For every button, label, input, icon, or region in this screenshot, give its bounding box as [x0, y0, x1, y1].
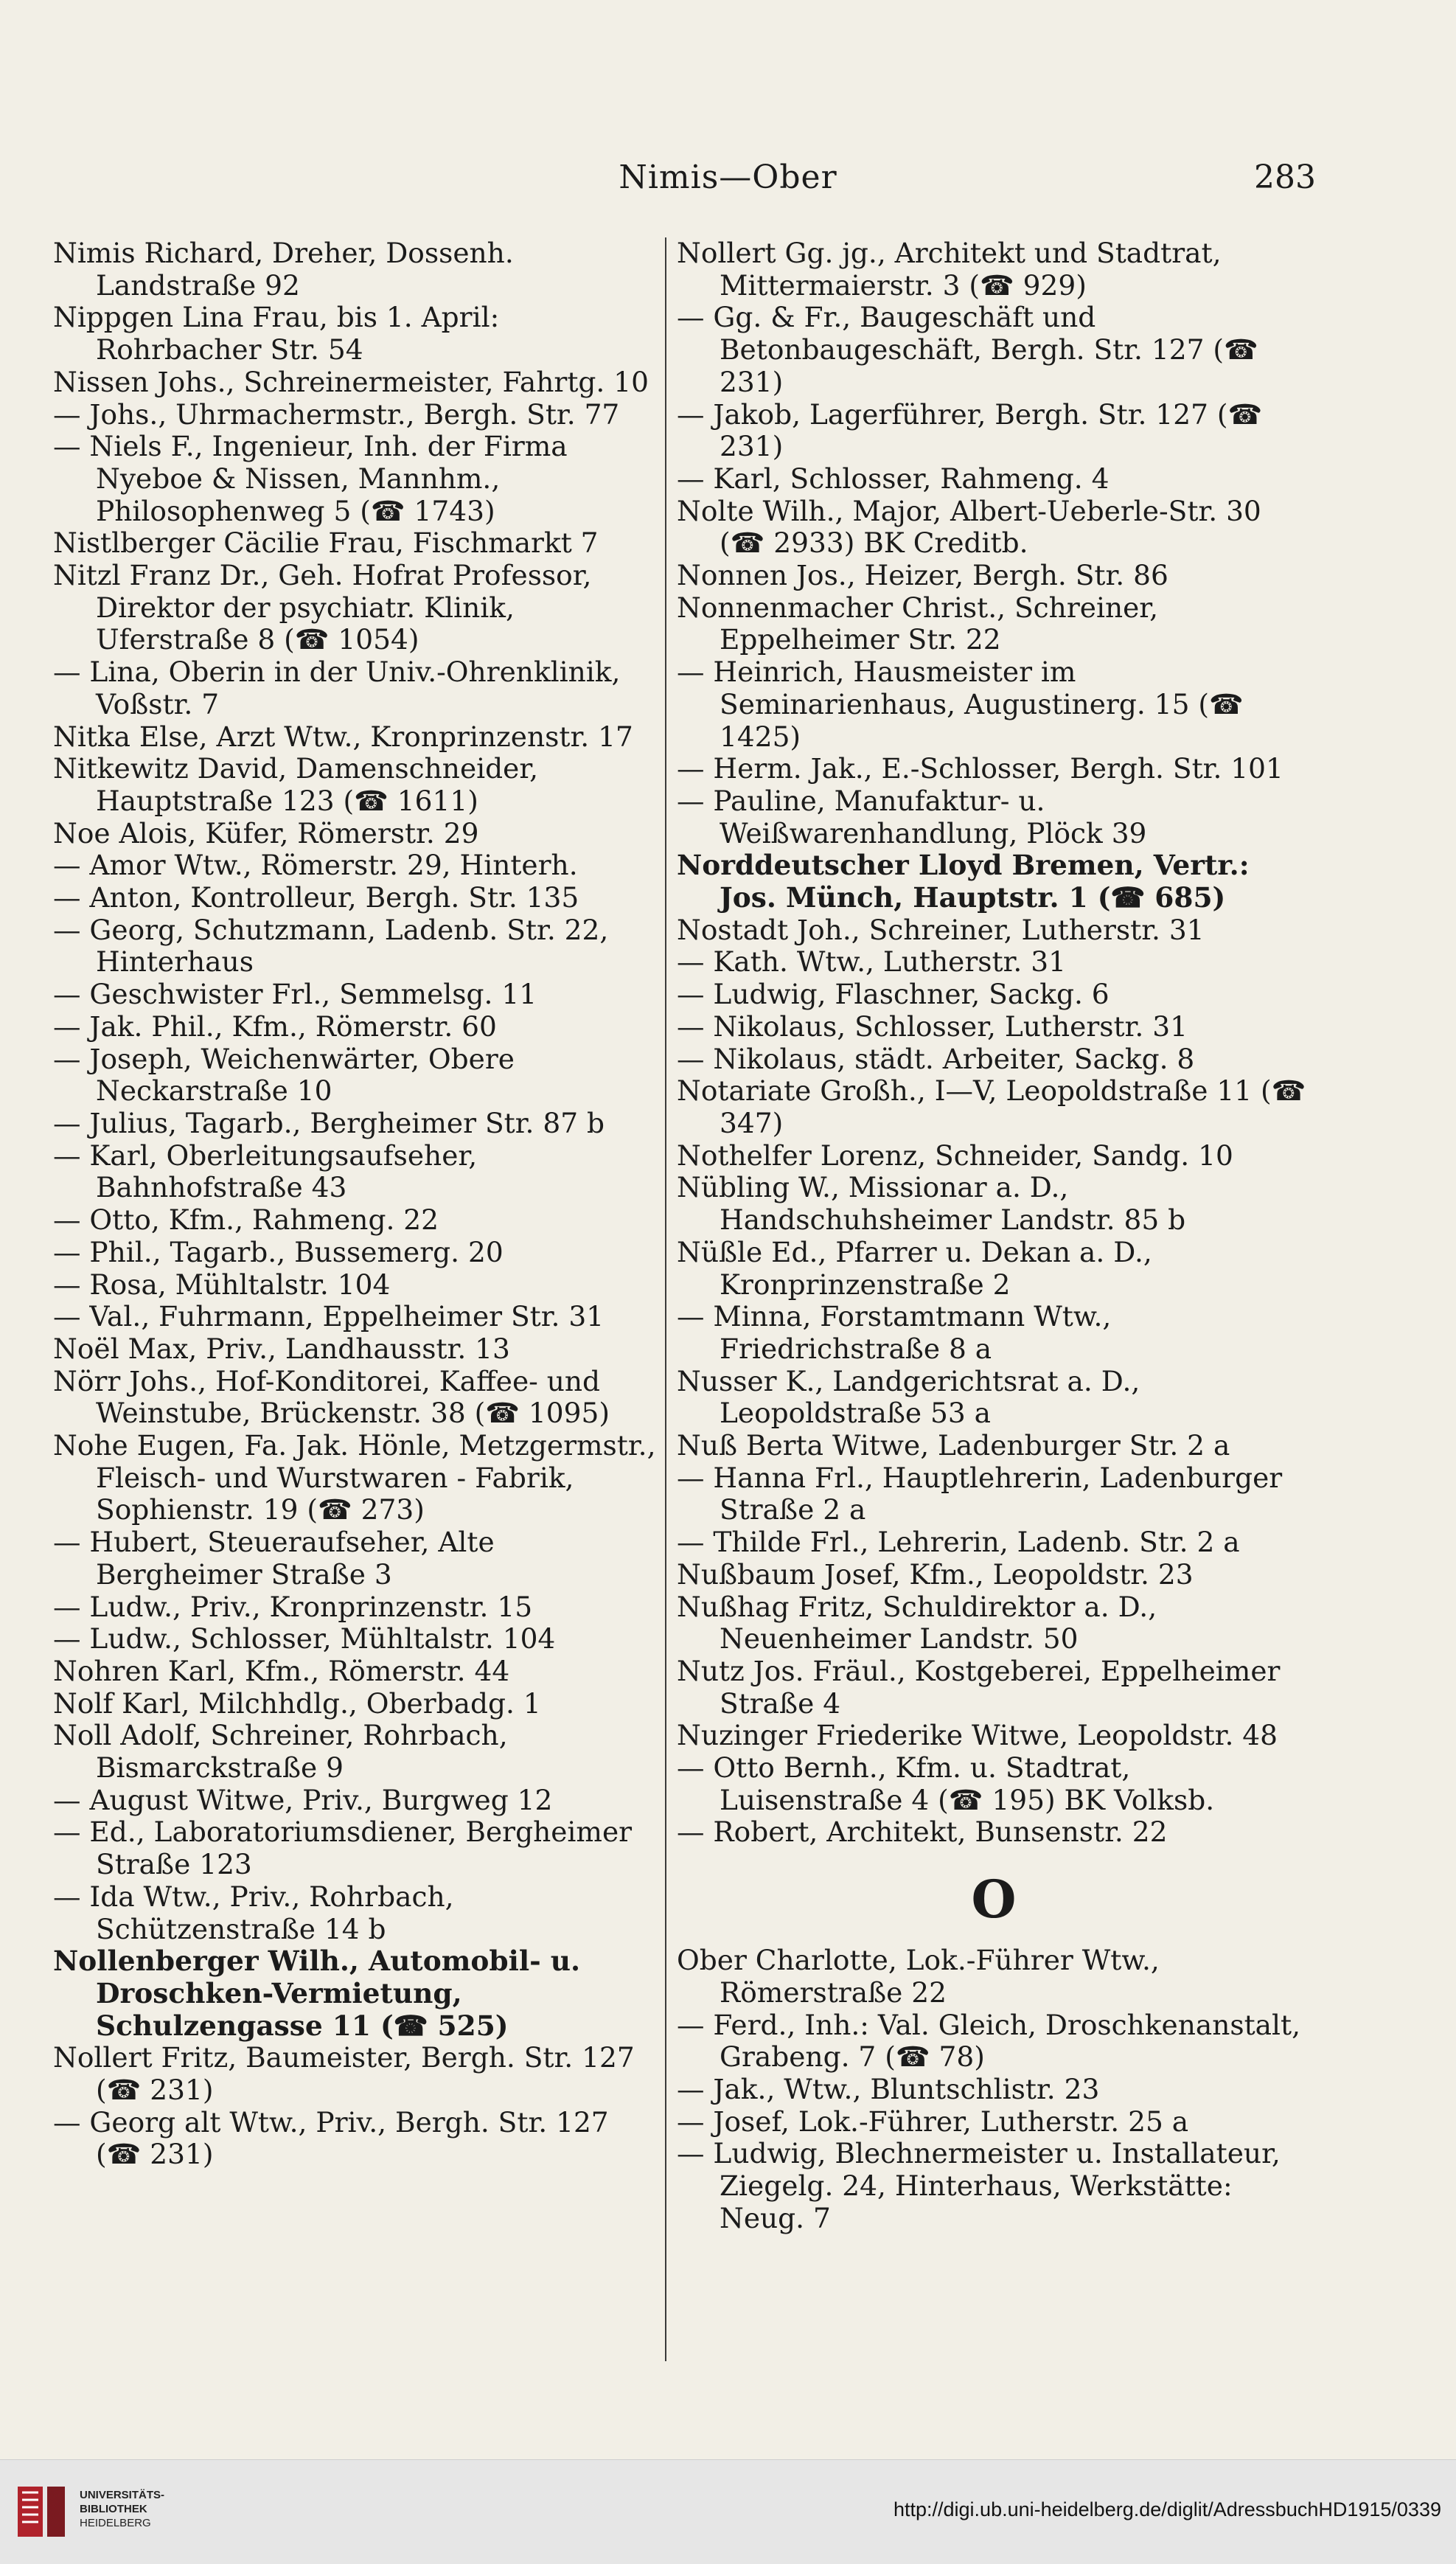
right-column-entries-o	[677, 1945, 1311, 2234]
source-url-link[interactable]: http://digi.ub.uni-heidelberg.de/diglit/AdressbuchHD1915/0339	[893, 2498, 1441, 2520]
directory-entry: — Nikolaus, städt. Arbeiter, Sackg. 8	[677, 1042, 1195, 1075]
directory-entry: Notariate Großh., I—V, Leopoldstraße 11 (☎ 347)	[677, 1074, 1306, 1139]
directory-entry: — Ludw., Schlosser, Mühltalstr. 104	[53, 1622, 556, 1656]
directory-entry: — Georg, Schutzmann, Ladenb. Str. 22, Hinterhaus	[53, 913, 609, 979]
page-number: 283	[1254, 159, 1316, 196]
directory-entry: — Ferd., Inh.: Val. Gleich, Droschkenanstalt, Grabeng. 7 (☎ 78)	[677, 2008, 1301, 2074]
directory-entry: Nüßle Ed., Pfarrer u. Dekan a. D., Kronprinzenstraße 2	[677, 1235, 1152, 1301]
directory-entry: — Georg alt Wtw., Priv., Bergh. Str. 127 (☎ 231)	[53, 2105, 609, 2171]
directory-entry: Noll Adolf, Schreiner, Rohrbach, Bismarckstraße 9	[53, 1719, 508, 1785]
directory-entry: Nonnenmacher Christ., Schreiner, Eppelheimer Str. 22	[677, 591, 1159, 656]
directory-entry: — Ludwig, Flaschner, Sackg. 6	[677, 978, 1110, 1011]
directory-entry: Nußhag Fritz, Schuldirektor a. D., Neuenheimer Landstr. 50	[677, 1590, 1157, 1656]
directory-entry: — Geschwister Frl., Semmelsg. 11	[53, 978, 537, 1011]
left-column	[53, 237, 658, 2171]
logo-line-2: BIBLIOTHEK	[80, 2503, 147, 2515]
directory-entry: Nohren Karl, Kfm., Römerstr. 44	[53, 1654, 510, 1687]
directory-entry: Noël Max, Priv., Landhausstr. 13	[53, 1332, 510, 1365]
directory-entry: — Ludw., Priv., Kronprinzenstr. 15	[53, 1590, 533, 1623]
directory-entry: Nohe Eugen, Fa. Jak. Hönle, Metzgermstr., Fleisch- und Wurstwaren - Fabrik, Sophienstr. 19 (☎ 273)	[53, 1429, 656, 1526]
right-column-entries	[677, 237, 1311, 1849]
directory-entry: Nimis Richard, Dreher, Dossenh. Landstraße 92	[53, 237, 514, 302]
directory-entry: — Kath. Wtw., Lutherstr. 31	[677, 945, 1066, 979]
directory-entry: — Ludwig, Blechnermeister u. Installateur, Ziegelg. 24, Hinterhaus, Werkstätte: Neug. 7	[677, 2137, 1281, 2234]
directory-entry: — Josef, Lok.-Führer, Lutherstr. 25 a	[677, 2105, 1189, 2138]
university-library-logo-icon[interactable]	[13, 2479, 69, 2544]
directory-entry: — Julius, Tagarb., Bergheimer Str. 87 b	[53, 1106, 605, 1139]
directory-entry: Nübling W., Missionar a. D., Handschuhsheimer Landstr. 85 b	[677, 1171, 1186, 1237]
directory-entry: Nolte Wilh., Major, Albert-Ueberle-Str. 30 (☎ 2933) BK Creditb.	[677, 494, 1261, 560]
directory-entry: — Rosa, Mühltalstr. 104	[53, 1268, 391, 1301]
logo-line-3: HEIDELBERG	[80, 2517, 151, 2529]
directory-entry: — Otto Bernh., Kfm. u. Stadtrat, Luisenstraße 4 (☎ 195) BK Volksb.	[677, 1751, 1215, 1816]
directory-entry: — Gg. & Fr., Baugeschäft und Betonbaugeschäft, Bergh. Str. 127 (☎ 231)	[677, 301, 1258, 398]
directory-entry: — Pauline, Manufaktur- u. Weißwarenhandlung, Plöck 39	[677, 784, 1147, 850]
column-divider	[665, 237, 666, 2361]
directory-entry: Nusser K., Landgerichtsrat a. D., Leopoldstraße 53 a	[677, 1364, 1140, 1430]
directory-entry: — Anton, Kontrolleur, Bergh. Str. 135	[53, 881, 579, 914]
directory-entry: — Jak. Phil., Kfm., Römerstr. 60	[53, 1010, 497, 1043]
directory-entry: Nollert Gg. jg., Architekt und Stadtrat, Mittermaierstr. 3 (☎ 929)	[677, 237, 1222, 302]
directory-entry: Nitzl Franz Dr., Geh. Hofrat Professor, Direktor der psychiatr. Klinik, Uferstraße 8 (☎ 1054)	[53, 559, 592, 656]
viewer-footer	[0, 2459, 1456, 2564]
directory-entry: Nitka Else, Arzt Wtw., Kronprinzenstr. 17	[53, 720, 633, 753]
directory-entry: Nitkewitz David, Damenschneider, Hauptstraße 123 (☎ 1611)	[53, 752, 539, 817]
directory-entry: — Nikolaus, Schlosser, Lutherstr. 31	[677, 1010, 1188, 1043]
directory-entry: — Jak., Wtw., Bluntschlistr. 23	[677, 2072, 1100, 2105]
directory-entry: — Karl, Schlosser, Rahmeng. 4	[677, 462, 1110, 495]
directory-entry: — Ida Wtw., Priv., Rohrbach, Schützenstraße 14 b	[53, 1880, 454, 1945]
running-head	[0, 151, 1456, 203]
directory-entry: — Robert, Architekt, Bunsenstr. 22	[677, 1816, 1168, 1849]
directory-entry: — Hubert, Steueraufseher, Alte Bergheimer Straße 3	[53, 1526, 495, 1591]
directory-entry: — August Witwe, Priv., Burgweg 12	[53, 1783, 553, 1816]
directory-entry: — Heinrich, Hausmeister im Seminarienhaus, Augustinerg. 15 (☎ 1425)	[677, 656, 1244, 753]
directory-entry: — Amor Wtw., Römerstr. 29, Hinterh.	[53, 849, 578, 882]
directory-entry: — Johs., Uhrmachermstr., Bergh. Str. 77	[53, 397, 620, 431]
directory-entry: — Hanna Frl., Hauptlehrerin, Ladenburger Straße 2 a	[677, 1461, 1283, 1526]
directory-entry: Nutz Jos. Fräul., Kostgeberei, Eppelheimer Straße 4	[677, 1654, 1281, 1720]
directory-entry: — Niels F., Ingenieur, Inh. der Firma Nyeboe & Nissen, Mannhm., Philosophenweg 5 (☎ 1743)	[53, 430, 568, 527]
directory-entry: — Jakob, Lagerführer, Bergh. Str. 127 (☎ 231)	[677, 397, 1263, 463]
directory-entry: — Joseph, Weichenwärter, Obere Neckarstraße 10	[53, 1042, 515, 1108]
directory-entry: Noe Alois, Küfer, Römerstr. 29	[53, 816, 479, 850]
running-title: Nimis—Ober	[619, 159, 837, 196]
logo-line-1: UNIVERSITÄTS-	[80, 2489, 165, 2501]
directory-entry: Nothelfer Lorenz, Schneider, Sandg. 10	[677, 1139, 1233, 1172]
directory-entry: Nistlberger Cäcilie Frau, Fischmarkt 7	[53, 527, 599, 560]
directory-entry: Nollert Fritz, Baumeister, Bergh. Str. 127 (☎ 231)	[53, 2041, 635, 2107]
directory-entry: Nußbaum Josef, Kfm., Leopoldstr. 23	[677, 1557, 1194, 1591]
directory-entry: Ober Charlotte, Lok.-Führer Wtw., Römerstraße 22	[677, 1944, 1160, 2009]
directory-entry: — Val., Fuhrmann, Eppelheimer Str. 31	[53, 1300, 605, 1333]
directory-entry: — Thilde Frl., Lehrerin, Ladenb. Str. 2 a	[677, 1526, 1240, 1559]
directory-entry: — Otto, Kfm., Rahmeng. 22	[53, 1203, 439, 1237]
directory-entry: — Minna, Forstamtmann Wtw., Friedrichstraße 8 a	[677, 1300, 1112, 1365]
directory-entry: Nonnen Jos., Heizer, Bergh. Str. 86	[677, 559, 1168, 592]
directory-entry: Nolf Karl, Milchhdlg., Oberbadg. 1	[53, 1686, 541, 1720]
directory-entry: Nollenberger Wilh., Automobil- u. Droschken-Vermietung, Schulzengasse 11 (☎ 525)	[53, 1945, 581, 2042]
directory-entry: — Karl, Oberleitungsaufseher, Bahnhofstraße 43	[53, 1139, 478, 1204]
directory-entry: Norddeutscher Lloyd Bremen, Vertr.: Jos. Münch, Hauptstr. 1 (☎ 685)	[677, 849, 1250, 914]
directory-entry: Nissen Johs., Schreinermeister, Fahrtg. 10	[53, 365, 649, 398]
directory-entry: Nuß Berta Witwe, Ladenburger Str. 2 a	[677, 1429, 1230, 1462]
directory-entry: Nostadt Joh., Schreiner, Lutherstr. 31	[677, 913, 1205, 946]
section-letter-o: O	[971, 1869, 1017, 1931]
right-column	[677, 237, 1311, 2234]
university-library-logo-text[interactable]	[80, 2488, 164, 2530]
directory-entry: Nörr Johs., Hof-Konditorei, Kaffee- und Weinstube, Brückenstr. 38 (☎ 1095)	[53, 1364, 610, 1430]
directory-entry: Nuzinger Friederike Witwe, Leopoldstr. 48	[677, 1719, 1278, 1752]
directory-entry: Nippgen Lina Frau, bis 1. April: Rohrbacher Str. 54	[53, 301, 500, 366]
directory-entry: — Phil., Tagarb., Bussemerg. 20	[53, 1235, 504, 1268]
directory-entry: — Lina, Oberin in der Univ.-Ohrenklinik, Voßstr. 7	[53, 656, 621, 720]
directory-entry: — Ed., Laboratoriumsdiener, Bergheimer Straße 123	[53, 1816, 633, 1881]
directory-entry: — Herm. Jak., E.-Schlosser, Bergh. Str. 101	[677, 752, 1283, 785]
